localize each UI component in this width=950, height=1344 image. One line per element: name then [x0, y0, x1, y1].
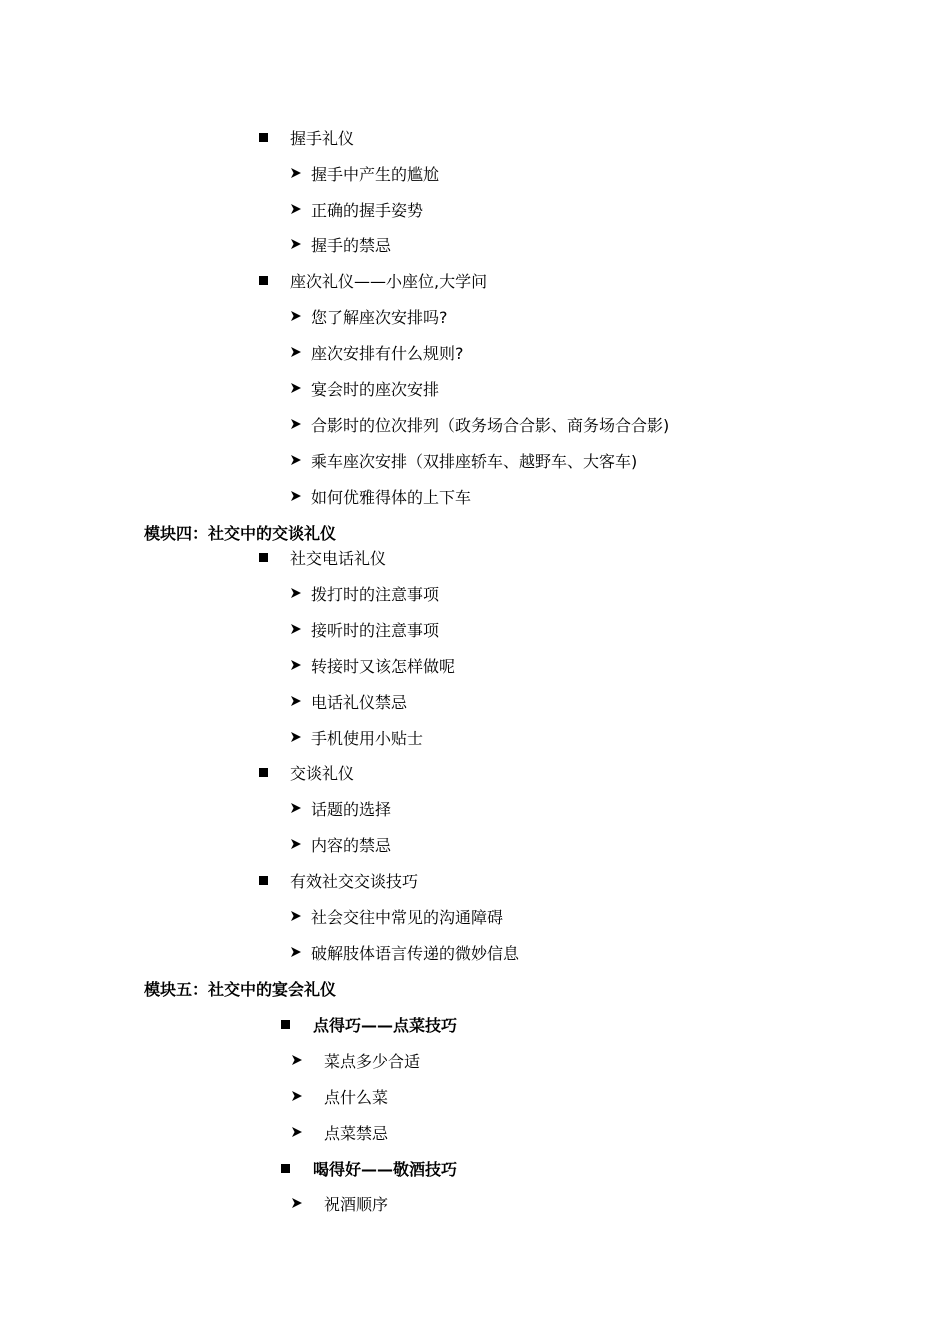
list-item [291, 904, 503, 928]
list-item-label: 菜点多少合适 [324, 1051, 421, 1071]
list-item-label: 手机使用小贴士 [311, 728, 424, 748]
arrowhead-icon [291, 168, 301, 178]
black-square-icon [281, 1020, 290, 1029]
arrowhead-icon [291, 347, 301, 357]
arrowhead-icon [291, 455, 301, 465]
module-heading: 模块五：社交中的宴会礼仪 [144, 979, 337, 999]
arrowhead-icon [291, 624, 301, 634]
list-item-label: 祝酒顺序 [324, 1194, 389, 1214]
list-item [292, 1084, 388, 1108]
list-item-label: 接听时的注意事项 [311, 620, 440, 640]
arrowhead-icon [291, 660, 301, 670]
list-item-label: 您了解座次安排吗? [311, 307, 448, 327]
arrowhead-icon [291, 311, 301, 321]
list-item-label: 内容的禁忌 [311, 835, 392, 855]
list-item-label: 电话礼仪禁忌 [311, 692, 408, 712]
list-item-label: 社会交往中常见的沟通障碍 [311, 907, 504, 927]
arrowhead-icon [291, 696, 301, 706]
section-heading [259, 760, 354, 784]
arrowhead-icon [291, 911, 301, 921]
list-item [291, 581, 439, 605]
list-item [291, 484, 471, 508]
black-square-icon [259, 876, 268, 885]
arrowhead-icon [291, 839, 301, 849]
list-item [291, 376, 439, 400]
list-item [291, 617, 439, 641]
list-item [291, 161, 439, 185]
section-title: 握手礼仪 [290, 128, 355, 148]
list-item-label: 座次安排有什么规则? [311, 343, 464, 363]
arrowhead-icon [291, 947, 301, 957]
section-title: 交谈礼仪 [290, 763, 355, 783]
list-item [291, 304, 448, 328]
arrowhead-icon [291, 491, 301, 501]
arrowhead-icon [291, 383, 301, 393]
arrowhead-icon [291, 588, 301, 598]
section-title: 点得巧——点菜技巧 [313, 1015, 458, 1035]
section-heading [281, 1156, 457, 1180]
list-item [291, 796, 391, 820]
section-title: 喝得好——敬酒技巧 [313, 1159, 458, 1179]
list-item [291, 340, 464, 364]
list-item [291, 232, 391, 256]
list-item [291, 412, 669, 436]
list-item-label: 合影时的位次排列（政务场合合影、商务场合合影) [311, 415, 670, 435]
list-item-label: 拨打时的注意事项 [311, 584, 440, 604]
list-item-label: 话题的选择 [311, 799, 392, 819]
black-square-icon [259, 768, 268, 777]
section-heading [259, 125, 354, 149]
arrowhead-icon [291, 419, 301, 429]
list-item-label: 乘车座次安排（双排座轿车、越野车、大客车) [311, 451, 638, 471]
list-item-label: 转接时又该怎样做呢 [311, 656, 456, 676]
list-item [292, 1191, 388, 1215]
arrowhead-icon [291, 803, 301, 813]
section-heading [259, 545, 386, 569]
black-square-icon [281, 1164, 290, 1173]
module-heading: 模块四：社交中的交谈礼仪 [144, 523, 337, 543]
list-item [292, 1120, 388, 1144]
list-item [291, 448, 637, 472]
arrowhead-icon [291, 239, 301, 249]
section-title: 座次礼仪——小座位,大学问 [290, 271, 488, 291]
list-item [291, 832, 391, 856]
section-title: 有效社交交谈技巧 [290, 871, 419, 891]
list-item [292, 1048, 420, 1072]
list-item-label: 握手的禁忌 [311, 235, 392, 255]
list-item-label: 正确的握手姿势 [311, 200, 424, 220]
list-item-label: 点什么菜 [324, 1087, 389, 1107]
list-item-label: 破解肢体语言传递的微妙信息 [311, 943, 520, 963]
arrowhead-icon [292, 1198, 302, 1208]
list-item [291, 197, 423, 221]
list-item [291, 940, 519, 964]
section-heading [259, 268, 487, 292]
list-item-label: 握手中产生的尴尬 [311, 164, 440, 184]
black-square-icon [259, 276, 268, 285]
list-item [291, 725, 423, 749]
section-heading [281, 1012, 457, 1036]
black-square-icon [259, 553, 268, 562]
black-square-icon [259, 133, 268, 142]
list-item-label: 宴会时的座次安排 [311, 379, 440, 399]
list-item-label: 如何优雅得体的上下车 [311, 487, 472, 507]
arrowhead-icon [292, 1127, 302, 1137]
section-title: 社交电话礼仪 [290, 548, 387, 568]
arrowhead-icon [292, 1055, 302, 1065]
list-item [291, 689, 407, 713]
list-item [291, 653, 455, 677]
arrowhead-icon [292, 1091, 302, 1101]
arrowhead-icon [291, 204, 301, 214]
arrowhead-icon [291, 732, 301, 742]
list-item-label: 点菜禁忌 [324, 1123, 389, 1143]
section-heading [259, 868, 418, 892]
